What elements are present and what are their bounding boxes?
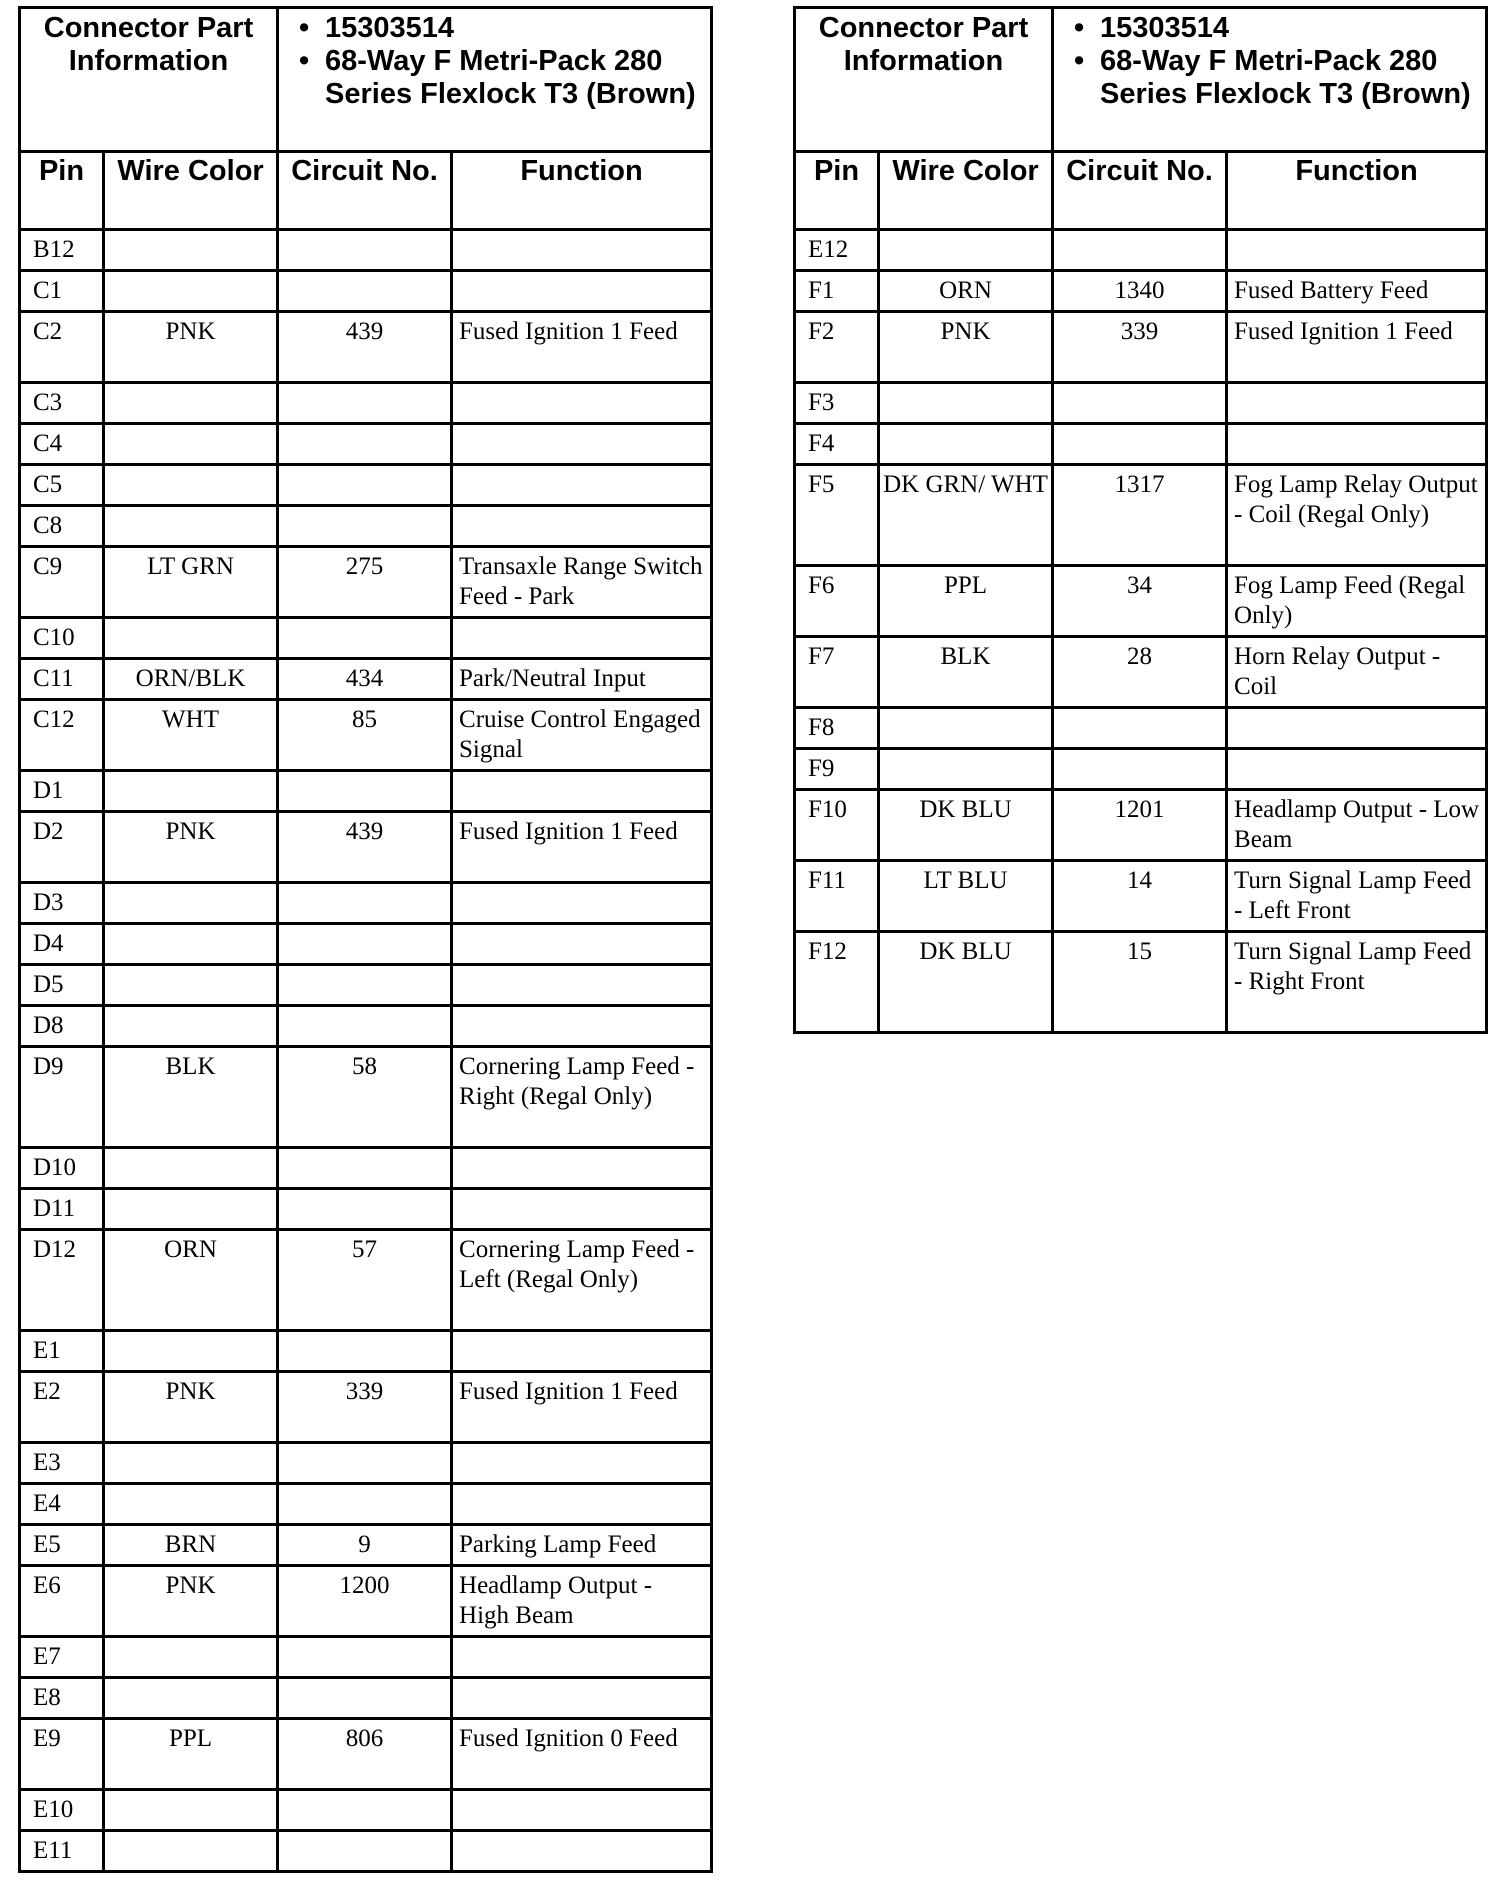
circuit-number-cell bbox=[278, 465, 452, 506]
function-cell bbox=[452, 1148, 712, 1189]
wire-color-cell bbox=[879, 708, 1053, 749]
wire-color-cell bbox=[879, 383, 1053, 424]
wire-color-cell bbox=[104, 1148, 278, 1189]
circuit-number-cell: 339 bbox=[278, 1372, 452, 1443]
circuit-number-cell bbox=[278, 383, 452, 424]
table-row bbox=[20, 659, 712, 700]
connector-table-right bbox=[793, 6, 1488, 1034]
table-row bbox=[795, 749, 1487, 790]
table-row bbox=[20, 271, 712, 312]
wire-color-cell: ORN bbox=[104, 1230, 278, 1331]
circuit-number-cell bbox=[278, 965, 452, 1006]
wire-color-cell: WHT bbox=[104, 700, 278, 771]
pin-cell: D9 bbox=[20, 1047, 104, 1148]
table-row bbox=[795, 383, 1487, 424]
function-cell bbox=[452, 1484, 712, 1525]
function-cell: Cornering Lamp Feed - Right (Regal Only) bbox=[452, 1047, 712, 1148]
table-row bbox=[20, 1189, 712, 1230]
column-header-circuit-no: Circuit No. bbox=[1053, 152, 1227, 230]
circuit-number-cell bbox=[278, 1189, 452, 1230]
column-header-circuit-no: Circuit No. bbox=[278, 152, 452, 230]
wire-color-cell bbox=[104, 618, 278, 659]
table-row bbox=[795, 230, 1487, 271]
table-row bbox=[20, 1443, 712, 1484]
function-cell bbox=[452, 924, 712, 965]
circuit-number-cell bbox=[1053, 749, 1227, 790]
column-header-wire-color: Wire Color bbox=[104, 152, 278, 230]
circuit-number-cell bbox=[278, 1148, 452, 1189]
function-cell: Turn Signal Lamp Feed - Left Front bbox=[1227, 861, 1487, 932]
table-row bbox=[20, 547, 712, 618]
pin-cell: E2 bbox=[20, 1372, 104, 1443]
function-cell: Cruise Control Engaged Signal bbox=[452, 700, 712, 771]
wire-color-cell bbox=[104, 1484, 278, 1525]
table-row bbox=[20, 465, 712, 506]
pin-cell: F3 bbox=[795, 383, 879, 424]
circuit-number-cell bbox=[278, 230, 452, 271]
table-row bbox=[20, 1148, 712, 1189]
pin-cell: E11 bbox=[20, 1831, 104, 1872]
function-cell bbox=[1227, 230, 1487, 271]
circuit-number-cell bbox=[278, 1831, 452, 1872]
wire-color-cell bbox=[104, 506, 278, 547]
circuit-number-cell: 439 bbox=[278, 312, 452, 383]
function-cell bbox=[452, 271, 712, 312]
circuit-number-cell: 434 bbox=[278, 659, 452, 700]
function-cell: Fused Ignition 1 Feed bbox=[452, 812, 712, 883]
pin-cell: F8 bbox=[795, 708, 879, 749]
wire-color-cell bbox=[879, 230, 1053, 271]
function-cell: Cornering Lamp Feed - Left (Regal Only) bbox=[452, 1230, 712, 1331]
table-row bbox=[20, 771, 712, 812]
wire-color-cell: DK GRN/ WHT bbox=[879, 465, 1053, 566]
wire-color-cell bbox=[104, 1006, 278, 1047]
pin-cell: C11 bbox=[20, 659, 104, 700]
function-cell: Fog Lamp Relay Output - Coil (Regal Only) bbox=[1227, 465, 1487, 566]
table-row bbox=[20, 424, 712, 465]
table-row bbox=[20, 1484, 712, 1525]
table-row bbox=[20, 965, 712, 1006]
function-cell bbox=[452, 1189, 712, 1230]
pin-cell: E7 bbox=[20, 1637, 104, 1678]
function-cell bbox=[452, 1678, 712, 1719]
pin-cell: E8 bbox=[20, 1678, 104, 1719]
wire-color-cell: LT BLU bbox=[879, 861, 1053, 932]
circuit-number-cell bbox=[1053, 424, 1227, 465]
table-row bbox=[20, 1790, 712, 1831]
column-header-function: Function bbox=[452, 152, 712, 230]
table-row bbox=[20, 312, 712, 383]
table-row bbox=[20, 1230, 712, 1331]
table-row bbox=[20, 230, 712, 271]
pin-cell: C10 bbox=[20, 618, 104, 659]
wire-color-cell: ORN/BLK bbox=[104, 659, 278, 700]
wire-color-cell: ORN bbox=[879, 271, 1053, 312]
wire-color-cell: DK BLU bbox=[879, 790, 1053, 861]
wire-color-cell bbox=[104, 1189, 278, 1230]
wire-color-cell bbox=[104, 1831, 278, 1872]
table-row bbox=[20, 1831, 712, 1872]
pin-cell: B12 bbox=[20, 230, 104, 271]
table-row bbox=[20, 506, 712, 547]
wire-color-cell: PNK bbox=[104, 1372, 278, 1443]
wire-color-cell: BLK bbox=[879, 637, 1053, 708]
wire-color-cell: DK BLU bbox=[879, 932, 1053, 1033]
function-cell: Fused Ignition 1 Feed bbox=[452, 312, 712, 383]
pin-cell: C2 bbox=[20, 312, 104, 383]
wire-color-cell: PPL bbox=[879, 566, 1053, 637]
pin-cell: D8 bbox=[20, 1006, 104, 1047]
function-cell: Parking Lamp Feed bbox=[452, 1525, 712, 1566]
circuit-number-cell: 1201 bbox=[1053, 790, 1227, 861]
circuit-number-cell: 439 bbox=[278, 812, 452, 883]
table-row bbox=[795, 790, 1487, 861]
wire-color-cell: BLK bbox=[104, 1047, 278, 1148]
table-row bbox=[795, 271, 1487, 312]
pin-cell: F2 bbox=[795, 312, 879, 383]
pin-cell: D11 bbox=[20, 1189, 104, 1230]
circuit-number-cell: 85 bbox=[278, 700, 452, 771]
table-row bbox=[795, 566, 1487, 637]
table-row bbox=[20, 1566, 712, 1637]
function-cell bbox=[452, 424, 712, 465]
circuit-number-cell bbox=[278, 1006, 452, 1047]
function-cell: Park/Neutral Input bbox=[452, 659, 712, 700]
function-cell bbox=[1227, 383, 1487, 424]
circuit-number-cell bbox=[1053, 383, 1227, 424]
circuit-number-cell: 806 bbox=[278, 1719, 452, 1790]
table-row bbox=[20, 812, 712, 883]
circuit-number-cell bbox=[278, 1790, 452, 1831]
connector-description: • 68-Way F Metri-Pack 280 Series Flexlock T3 (Brown) bbox=[1074, 45, 1479, 111]
table-row bbox=[20, 618, 712, 659]
table-row bbox=[795, 932, 1487, 1033]
table-row bbox=[795, 637, 1487, 708]
circuit-number-cell bbox=[278, 506, 452, 547]
circuit-number-cell: 1200 bbox=[278, 1566, 452, 1637]
wire-color-cell bbox=[104, 965, 278, 1006]
function-cell: Fused Battery Feed bbox=[1227, 271, 1487, 312]
function-cell bbox=[452, 618, 712, 659]
function-cell bbox=[452, 1790, 712, 1831]
circuit-number-cell bbox=[278, 1484, 452, 1525]
wire-color-cell bbox=[104, 1678, 278, 1719]
circuit-number-cell bbox=[278, 424, 452, 465]
wire-color-cell bbox=[104, 924, 278, 965]
function-cell bbox=[452, 506, 712, 547]
function-cell bbox=[452, 1637, 712, 1678]
circuit-number-cell bbox=[278, 883, 452, 924]
circuit-number-cell bbox=[278, 1637, 452, 1678]
pin-cell: F9 bbox=[795, 749, 879, 790]
function-cell: Fused Ignition 0 Feed bbox=[452, 1719, 712, 1790]
wire-color-cell bbox=[104, 230, 278, 271]
circuit-number-cell: 15 bbox=[1053, 932, 1227, 1033]
circuit-number-cell bbox=[278, 1443, 452, 1484]
circuit-number-cell: 58 bbox=[278, 1047, 452, 1148]
pin-cell: E3 bbox=[20, 1443, 104, 1484]
wire-color-cell bbox=[104, 1790, 278, 1831]
function-cell bbox=[452, 230, 712, 271]
pin-cell: F5 bbox=[795, 465, 879, 566]
pin-cell: F11 bbox=[795, 861, 879, 932]
connector-part-info-value bbox=[278, 8, 712, 152]
wire-color-cell: PNK bbox=[879, 312, 1053, 383]
circuit-number-cell bbox=[278, 924, 452, 965]
pin-cell: F6 bbox=[795, 566, 879, 637]
part-number: • 15303514 bbox=[1074, 12, 1479, 45]
circuit-number-cell: 57 bbox=[278, 1230, 452, 1331]
pin-cell: F10 bbox=[795, 790, 879, 861]
circuit-number-cell: 275 bbox=[278, 547, 452, 618]
wire-color-cell bbox=[104, 424, 278, 465]
table-row bbox=[795, 424, 1487, 465]
connector-description: • 68-Way F Metri-Pack 280 Series Flexlock T3 (Brown) bbox=[299, 45, 704, 111]
function-cell: Turn Signal Lamp Feed - Right Front bbox=[1227, 932, 1487, 1033]
table-row bbox=[20, 1331, 712, 1372]
table-row bbox=[20, 883, 712, 924]
circuit-number-cell: 1340 bbox=[1053, 271, 1227, 312]
function-cell bbox=[452, 771, 712, 812]
table-row bbox=[20, 1006, 712, 1047]
circuit-number-cell: 14 bbox=[1053, 861, 1227, 932]
connector-part-info-label: Connector Part Information bbox=[795, 8, 1053, 152]
circuit-number-cell: 9 bbox=[278, 1525, 452, 1566]
pin-cell: E12 bbox=[795, 230, 879, 271]
pin-cell: C3 bbox=[20, 383, 104, 424]
wire-color-cell: PNK bbox=[104, 812, 278, 883]
table-row bbox=[20, 1678, 712, 1719]
pin-cell: D5 bbox=[20, 965, 104, 1006]
column-header-wire-color: Wire Color bbox=[879, 152, 1053, 230]
pin-cell: C5 bbox=[20, 465, 104, 506]
pin-cell: F7 bbox=[795, 637, 879, 708]
wire-color-cell: PNK bbox=[104, 1566, 278, 1637]
circuit-number-cell: 28 bbox=[1053, 637, 1227, 708]
pin-cell: C4 bbox=[20, 424, 104, 465]
table-row bbox=[20, 1047, 712, 1148]
function-cell bbox=[452, 1443, 712, 1484]
circuit-number-cell bbox=[278, 618, 452, 659]
table-row bbox=[795, 312, 1487, 383]
function-cell bbox=[1227, 708, 1487, 749]
pin-cell: C8 bbox=[20, 506, 104, 547]
function-cell: Fog Lamp Feed (Regal Only) bbox=[1227, 566, 1487, 637]
wire-color-cell bbox=[104, 1443, 278, 1484]
circuit-number-cell bbox=[1053, 708, 1227, 749]
function-cell: Headlamp Output - Low Beam bbox=[1227, 790, 1487, 861]
part-number: • 15303514 bbox=[299, 12, 704, 45]
function-cell bbox=[452, 965, 712, 1006]
wire-color-cell bbox=[104, 1331, 278, 1372]
pin-cell: D2 bbox=[20, 812, 104, 883]
pin-cell: F4 bbox=[795, 424, 879, 465]
pin-cell: D1 bbox=[20, 771, 104, 812]
pin-cell: E1 bbox=[20, 1331, 104, 1372]
pin-cell: D4 bbox=[20, 924, 104, 965]
circuit-number-cell bbox=[278, 1331, 452, 1372]
pin-cell: C9 bbox=[20, 547, 104, 618]
function-cell: Headlamp Output - High Beam bbox=[452, 1566, 712, 1637]
column-header-function: Function bbox=[1227, 152, 1487, 230]
pin-cell: E10 bbox=[20, 1790, 104, 1831]
pin-cell: C1 bbox=[20, 271, 104, 312]
wire-color-cell: LT GRN bbox=[104, 547, 278, 618]
function-cell bbox=[1227, 749, 1487, 790]
function-cell bbox=[452, 883, 712, 924]
table-row bbox=[20, 1719, 712, 1790]
table-row bbox=[20, 1637, 712, 1678]
pin-cell: F12 bbox=[795, 932, 879, 1033]
pin-cell: E6 bbox=[20, 1566, 104, 1637]
wire-color-cell bbox=[879, 424, 1053, 465]
wire-color-cell bbox=[879, 749, 1053, 790]
connector-part-info-value bbox=[1053, 8, 1487, 152]
pin-cell: D12 bbox=[20, 1230, 104, 1331]
table-row bbox=[20, 700, 712, 771]
function-cell: Transaxle Range Switch Feed - Park bbox=[452, 547, 712, 618]
function-cell bbox=[452, 1006, 712, 1047]
table-row bbox=[795, 465, 1487, 566]
function-cell: Fused Ignition 1 Feed bbox=[452, 1372, 712, 1443]
function-cell bbox=[452, 1331, 712, 1372]
function-cell: Horn Relay Output - Coil bbox=[1227, 637, 1487, 708]
wire-color-cell bbox=[104, 271, 278, 312]
wire-color-cell: PPL bbox=[104, 1719, 278, 1790]
circuit-number-cell: 1317 bbox=[1053, 465, 1227, 566]
circuit-number-cell bbox=[278, 271, 452, 312]
connector-part-info-label: Connector Part Information bbox=[20, 8, 278, 152]
wire-color-cell: PNK bbox=[104, 312, 278, 383]
table-row bbox=[20, 383, 712, 424]
function-cell bbox=[1227, 424, 1487, 465]
column-header-pin: Pin bbox=[795, 152, 879, 230]
circuit-number-cell bbox=[1053, 230, 1227, 271]
table-row bbox=[20, 1525, 712, 1566]
table-row bbox=[20, 1372, 712, 1443]
pin-cell: D3 bbox=[20, 883, 104, 924]
circuit-number-cell bbox=[278, 771, 452, 812]
function-cell bbox=[452, 1831, 712, 1872]
pin-cell: E5 bbox=[20, 1525, 104, 1566]
function-cell bbox=[452, 465, 712, 506]
function-cell: Fused Ignition 1 Feed bbox=[1227, 312, 1487, 383]
circuit-number-cell: 339 bbox=[1053, 312, 1227, 383]
pin-cell: F1 bbox=[795, 271, 879, 312]
wire-color-cell bbox=[104, 771, 278, 812]
connector-table-left bbox=[18, 6, 713, 1873]
pin-cell: E9 bbox=[20, 1719, 104, 1790]
table-row bbox=[20, 924, 712, 965]
pin-cell: C12 bbox=[20, 700, 104, 771]
pin-cell: D10 bbox=[20, 1148, 104, 1189]
wire-color-cell bbox=[104, 1637, 278, 1678]
function-cell bbox=[452, 383, 712, 424]
circuit-number-cell bbox=[278, 1678, 452, 1719]
pin-cell: E4 bbox=[20, 1484, 104, 1525]
wire-color-cell bbox=[104, 383, 278, 424]
table-row bbox=[795, 708, 1487, 749]
wire-color-cell bbox=[104, 883, 278, 924]
table-row bbox=[795, 861, 1487, 932]
wire-color-cell: BRN bbox=[104, 1525, 278, 1566]
circuit-number-cell: 34 bbox=[1053, 566, 1227, 637]
column-header-pin: Pin bbox=[20, 152, 104, 230]
wire-color-cell bbox=[104, 465, 278, 506]
